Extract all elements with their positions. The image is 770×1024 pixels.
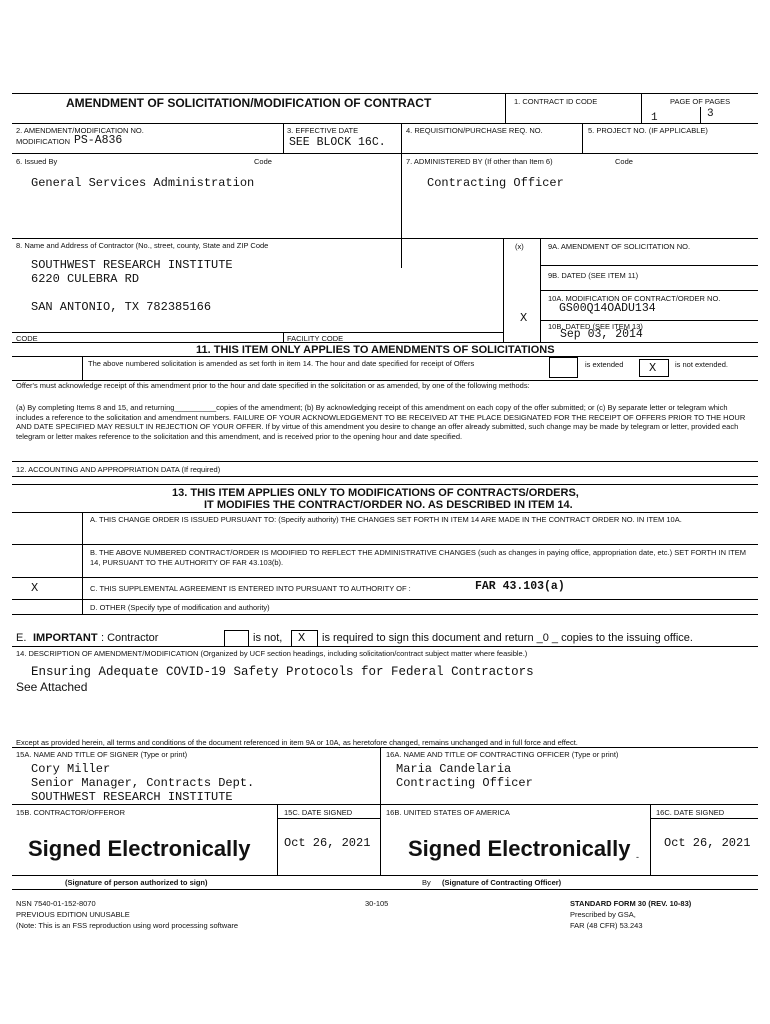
form-title: AMENDMENT OF SOLICITATION/MODIFICATION OF CONTRACT <box>66 96 432 110</box>
item-13a-text: A. THIS CHANGE ORDER IS ISSUED PURSUANT TO: (Specify authority) THE CHANGES SET FORTH IN ITEM 14 ARE MADE IN THE CONTRACT ORDER NO. IN ITEM 10A. <box>90 515 682 524</box>
is-required-mark: X <box>298 631 306 645</box>
contractor-sig-caption: (Signature of person authorized to sign) <box>65 878 208 887</box>
page-of-pages-label: PAGE OF PAGES <box>670 97 731 106</box>
amendment-label: 2. AMENDMENT/MODIFICATION NO. <box>16 126 144 135</box>
usa-label: 16B. UNITED STATES OF AMERICA <box>386 808 510 817</box>
x-column-header: (x) <box>515 242 524 251</box>
item-13b-text: B. THE ABOVE NUMBERED CONTRACT/ORDER IS MODIFIED TO REFLECT THE ADMINISTRATIVE CHANGES (such as changes in paying office, appropriation date, etc.) SET FORTH IN ITEM 14, PURSUANT TO THE AUTHORITY OF FAR 43.103(b). <box>90 548 747 567</box>
officer-name: Maria Candelaria <box>396 762 512 776</box>
date-signed-label-2: 16C. DATE SIGNED <box>656 808 725 817</box>
item-9a-label: 9A. AMENDMENT OF SOLICITATION NO. <box>548 242 691 251</box>
previous-edition: PREVIOUS EDITION UNUSABLE <box>16 910 130 919</box>
contractor-city: SAN ANTONIO, TX 782385166 <box>31 300 212 314</box>
not-extended-mark: X <box>649 361 657 375</box>
facility-code-label: FACILITY CODE <box>287 334 344 343</box>
contract-id-label: 1. CONTRACT ID CODE <box>514 97 598 106</box>
signer-title: Senior Manager, Contracts Dept. <box>31 776 255 790</box>
modification-number: PS-A836 <box>74 134 123 147</box>
modification-prefix: MODIFICATION <box>16 137 71 146</box>
offer-date-box <box>549 357 578 378</box>
item-11-title: 11. THIS ITEM ONLY APPLIES TO AMENDMENTS OF SOLICITATIONS <box>196 344 555 356</box>
item-12-label: 12. ACCOUNTING AND APPROPRIATION DATA (If required) <box>16 465 221 474</box>
effective-date: SEE BLOCK 16C. <box>289 136 386 149</box>
date-signed-label: 15C. DATE SIGNED <box>284 808 353 817</box>
officer-date-signed: Oct 26, 2021 <box>664 836 751 850</box>
issued-by-label: 6. Issued By <box>16 157 58 166</box>
except-text: Except as provided herein, all terms and conditions of the document referenced in item 9A or 10A, as heretofore changed, remains unchanged and in full force and effect. <box>16 738 578 747</box>
item-13c-mark: X <box>31 581 39 595</box>
page-number: 1 <box>651 112 658 124</box>
item-13-title-2: IT MODIFIES THE CONTRACT/ORDER NO. AS DESCRIBED IN ITEM 14. <box>204 499 573 511</box>
is-required-text: is required to sign this document and return _0 _ copies to the issuing office. <box>322 632 693 644</box>
item-e-important: IMPORTANT <box>33 632 98 644</box>
item-9b-label: 9B. DATED (SEE ITEM 11) <box>548 271 639 280</box>
officer-signature: Signed Electronically <box>408 836 631 861</box>
contractor-date-signed: Oct 26, 2021 <box>284 836 371 850</box>
form-code: 30-105 <box>365 899 389 908</box>
contractor-offeror-label: 15B. CONTRACTOR/OFFEROR <box>16 808 126 817</box>
signer-name: Cory Miller <box>31 762 111 776</box>
item-e-contractor: : Contractor <box>101 632 159 644</box>
officer-title: Contracting Officer <box>396 776 533 790</box>
standard-form: STANDARD FORM 30 (REV. 10-83) <box>570 899 692 908</box>
not-extended-label: is not extended. <box>675 360 728 369</box>
project-label: 5. PROJECT NO. (IF APPLICABLE) <box>588 126 708 135</box>
effective-date-label: 3. EFFECTIVE DATE <box>287 126 359 135</box>
contractor-name: SOUTHWEST RESEARCH INSTITUTE <box>31 258 233 272</box>
item-13d-text: D. OTHER (Specify type of modification and authority) <box>90 603 270 612</box>
reproduction-note: (Note: This is an FSS reproduction using word processing software <box>16 921 239 930</box>
prescribed-by: Prescribed by GSA, <box>570 910 636 919</box>
item-13-title-1: 13. THIS ITEM APPLIES ONLY TO MODIFICATIONS OF CONTRACTS/ORDERS, <box>172 487 579 499</box>
requisition-label: 4. REQUISITION/PURCHASE REQ. NO. <box>406 126 543 135</box>
item-13c-text: C. THIS SUPPLEMENTAL AGREEMENT IS ENTERED INTO PURSUANT TO AUTHORITY OF : <box>90 584 411 593</box>
contractor-signature: Signed Electronically <box>28 836 251 861</box>
item-14-label: 14. DESCRIPTION OF AMENDMENT/MODIFICATION (Organized by UCF section headings, including solicitation/contract subject matter where feasible.) <box>16 649 528 658</box>
see-attached: See Attached <box>16 680 88 694</box>
signer-org: SOUTHWEST RESEARCH INSTITUTE <box>31 790 233 804</box>
item-10b-value: Sep 03, 2014 <box>560 328 643 341</box>
item-e-prefix: E. <box>16 632 27 644</box>
item-13c-authority: FAR 43.103(a) <box>475 580 565 593</box>
item-11-instructions: (a) By completing Items 8 and 15, and returning__________copies of the amendment; (b) By acknowledging receipt of this amendment on each copy of the offer submitted; or (c) By separate letter or telegram which includes a reference to the solicitation and amendment numbers. FAILURE OF YOUR ACKNOWLEDGEMENT TO BE RECEIVED AT THE PLACE DESIGNATED FOR THE RECEIPT OF OFFERS PRIOR TO THE HOUR AND DATE SPECIFIED MAY RESULT IN REJECTION OF YOUR OFFER. If by virtue of this amendment you desire to change an offer already submitted, such change may be made by telegram or letter, provided each telegram or letter makes reference to the solicitation and this amendment, and is received prior to the opening hour and date specified. <box>16 403 746 441</box>
page-count: 3 <box>707 108 714 120</box>
signer-label: 15A. NAME AND TITLE OF SIGNER (Type or print) <box>16 750 188 759</box>
contractor-street: 6220 CULEBRA RD <box>31 272 140 286</box>
item-10a-value: GS00Q14OADU134 <box>559 302 656 315</box>
issued-by-value: General Services Administration <box>31 176 255 190</box>
is-not-checkbox[interactable] <box>224 630 249 647</box>
administered-by-value: Contracting Officer <box>427 176 564 190</box>
item-14-description: Ensuring Adequate COVID-19 Safety Protocols for Federal Contractors <box>31 665 534 679</box>
item-10b-label: 10B. DATED (SEE ITEM 13) <box>548 322 643 331</box>
officer-label: 16A. NAME AND TITLE OF CONTRACTING OFFICER (Type or print) <box>386 750 619 759</box>
item-11-methods: Offer's must acknowledge receipt of this amendment prior to the hour and date specified in the solicitation or as amended, by one of the following methods: <box>16 381 530 390</box>
administered-code-label: Code <box>615 157 633 166</box>
issued-code-label: Code <box>254 157 272 166</box>
code-label: CODE <box>16 334 38 343</box>
item-10a-label: 10A. MODIFICATION OF CONTRACT/ORDER NO. <box>548 294 721 303</box>
is-extended-label: is extended <box>585 360 624 369</box>
administered-label: 7. ADMINISTERED BY (If other than Item 6) <box>406 157 553 166</box>
item-10a-mark: X <box>520 311 528 325</box>
officer-signature-dash: - <box>636 852 639 862</box>
nsn: NSN 7540-01-152-8070 <box>16 899 96 908</box>
by-label: By <box>422 878 431 887</box>
far-reference: FAR (48 CFR) 53.243 <box>570 921 643 930</box>
item-11-text: The above numbered solicitation is amended as set forth in item 14. The hour and date specified for receipt of Offers <box>88 359 475 368</box>
top-border <box>12 93 758 94</box>
is-not-label: is not, <box>253 632 283 644</box>
officer-sig-caption: (Signature of Contracting Officer) <box>442 878 562 887</box>
contractor-label: 8. Name and Address of Contractor (No., street, county, State and ZIP Code <box>16 241 269 250</box>
